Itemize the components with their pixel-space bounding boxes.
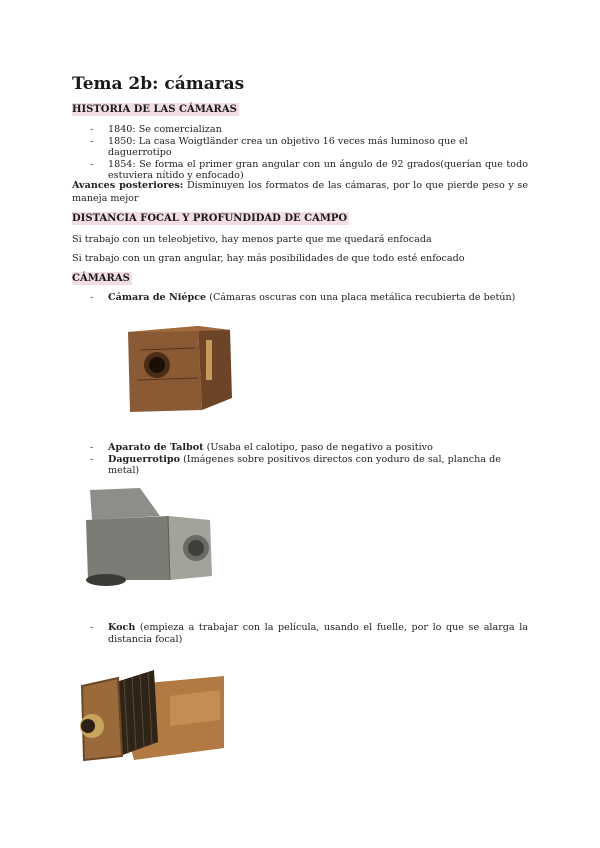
koch-bellows-camera-image <box>74 656 226 768</box>
advances-paragraph <box>72 180 528 205</box>
list-item: - Koch (empieza a trabajar con la película, usando el fuelle, por lo que se alarga la distancia focal) <box>90 622 528 645</box>
list-item: - 1840: Se comercializan <box>90 124 222 135</box>
history-list <box>90 124 528 182</box>
focal-line-2: Si trabajo con un gran angular, hay más posibilidades de que todo esté enfocado <box>72 253 465 264</box>
advances-text: Disminuyen los formatos de las cámaras, por lo que pierde peso y se maneja mejor <box>72 180 529 204</box>
list-item: - Cámara de Niépce (Cámaras oscuras con una placa metálica recubierta de betún) <box>90 292 516 303</box>
advances-label: Avances posteriores: <box>72 180 184 191</box>
focal-line-1: Si trabajo con un teleobjetivo, hay menos parte que me quedará enfocada <box>72 234 432 245</box>
daguerreotype-camera-image <box>78 484 218 589</box>
list-item: - Aparato de Talbot (Usaba el calotipo, paso de negativo a positivo <box>90 442 433 453</box>
koch-list <box>90 622 528 645</box>
list-item: - 1850: La casa Woigtländer crea un objetivo 16 veces más luminoso que el daguerrotipo <box>90 135 468 159</box>
page-title: Tema 2b: cámaras <box>72 74 245 94</box>
niepce-camera-image <box>120 320 238 415</box>
talbot-daguerre-list <box>90 442 528 477</box>
heading-focal: DISTANCIA FOCAL Y PROFUNDIDAD DE CAMPO <box>72 213 348 224</box>
heading-history: HISTORIA DE LAS CÁMARAS <box>72 104 237 115</box>
niepce-list <box>90 292 528 304</box>
heading-cameras: CÁMARAS <box>72 273 130 284</box>
list-item: - 1854: Se forma el primer gran angular con un ángulo de 92 grados(querían que todo estuviera nítido y enfocado) <box>90 158 528 182</box>
list-item: - Daguerrotipo (Imágenes sobre positivos directos con yoduro de sal, plancha de metal) <box>90 453 501 477</box>
